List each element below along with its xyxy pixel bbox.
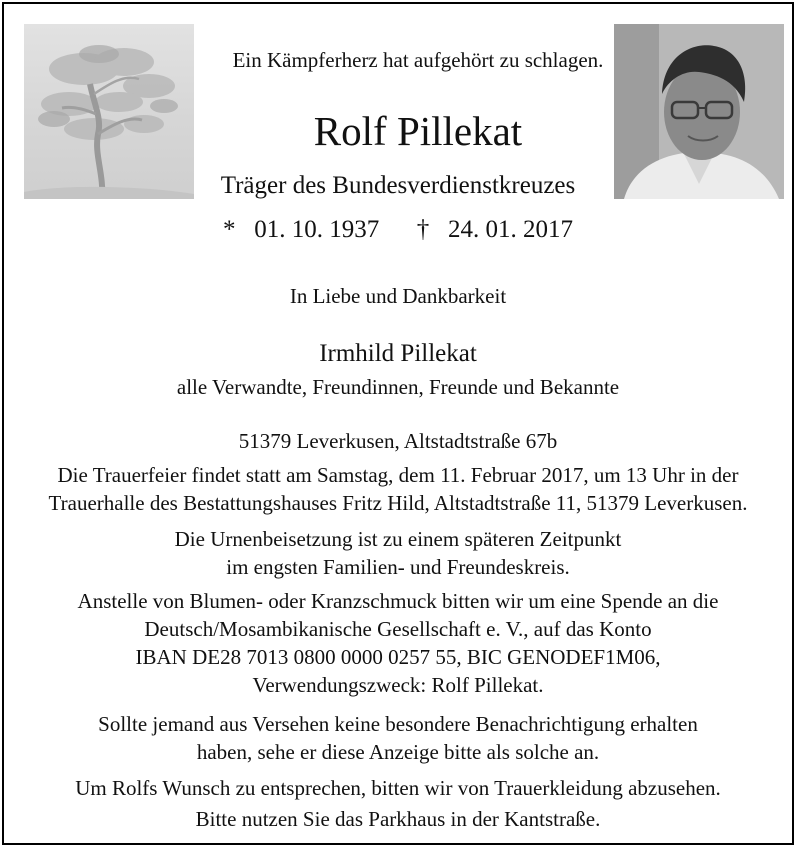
donation-line-4: Verwendungszweck: Rolf Pillekat. [252,673,544,697]
mourner-primary: Irmhild Pillekat [319,340,477,367]
birth-symbol: * [223,216,236,243]
address: 51379 Leverkusen, Altstadtstraße 67b [238,429,558,453]
notice-line-1: Sollte jemand aus Versehen keine besondere Benachrichtigung erhalten [98,712,698,736]
deceased-name: Rolf Pillekat [313,108,523,154]
death-date: 24. 01. 2017 [448,216,573,243]
parking: Bitte nutzen Sie das Parkhaus in der Kantstraße. [195,807,601,831]
birth-date: 01. 10. 1937 [254,216,380,243]
death-symbol: † [416,216,430,243]
wish: Um Rolfs Wunsch zu entsprechen, bitten wir von Trauerkleidung abzusehen. [75,776,721,800]
ceremony-line-2: Trauerhalle des Bestattungshauses Fritz Hild, Altstadtstraße 11, 51379 Leverkusen. [48,491,748,515]
life-dates [4,216,792,244]
donation-line-3: IBAN DE28 7013 0800 0000 0257 55, BIC GENODEF1M06, [135,645,661,669]
ceremony-line-1: Die Trauerfeier findet statt am Samstag, dem 11. Februar 2017, um 13 Uhr in der [57,463,739,487]
motto: Ein Kämpferherz hat aufgehört zu schlagen. [232,48,604,72]
burial-line-2: im engsten Familien- und Freundeskreis. [226,555,570,579]
gratitude: In Liebe und Dankbarkeit [289,284,507,308]
donation-line-1: Anstelle von Blumen- oder Kranzschmuck bitten wir um eine Spende an die [77,589,719,613]
donation-line-2: Deutsch/Mosambikanische Gesellschaft e. V., auf das Konto [144,617,652,641]
burial-line-1: Die Urnenbeisetzung ist zu einem späteren Zeitpunkt [174,527,622,551]
honor-title: Träger des Bundesverdienstkreuzes [220,172,576,199]
obituary-card [2,2,794,845]
notice-line-2: haben, sehe er diese Anzeige bitte als solche an. [196,740,600,764]
mourner-others: alle Verwandte, Freundinnen, Freunde und Bekannte [176,375,620,399]
